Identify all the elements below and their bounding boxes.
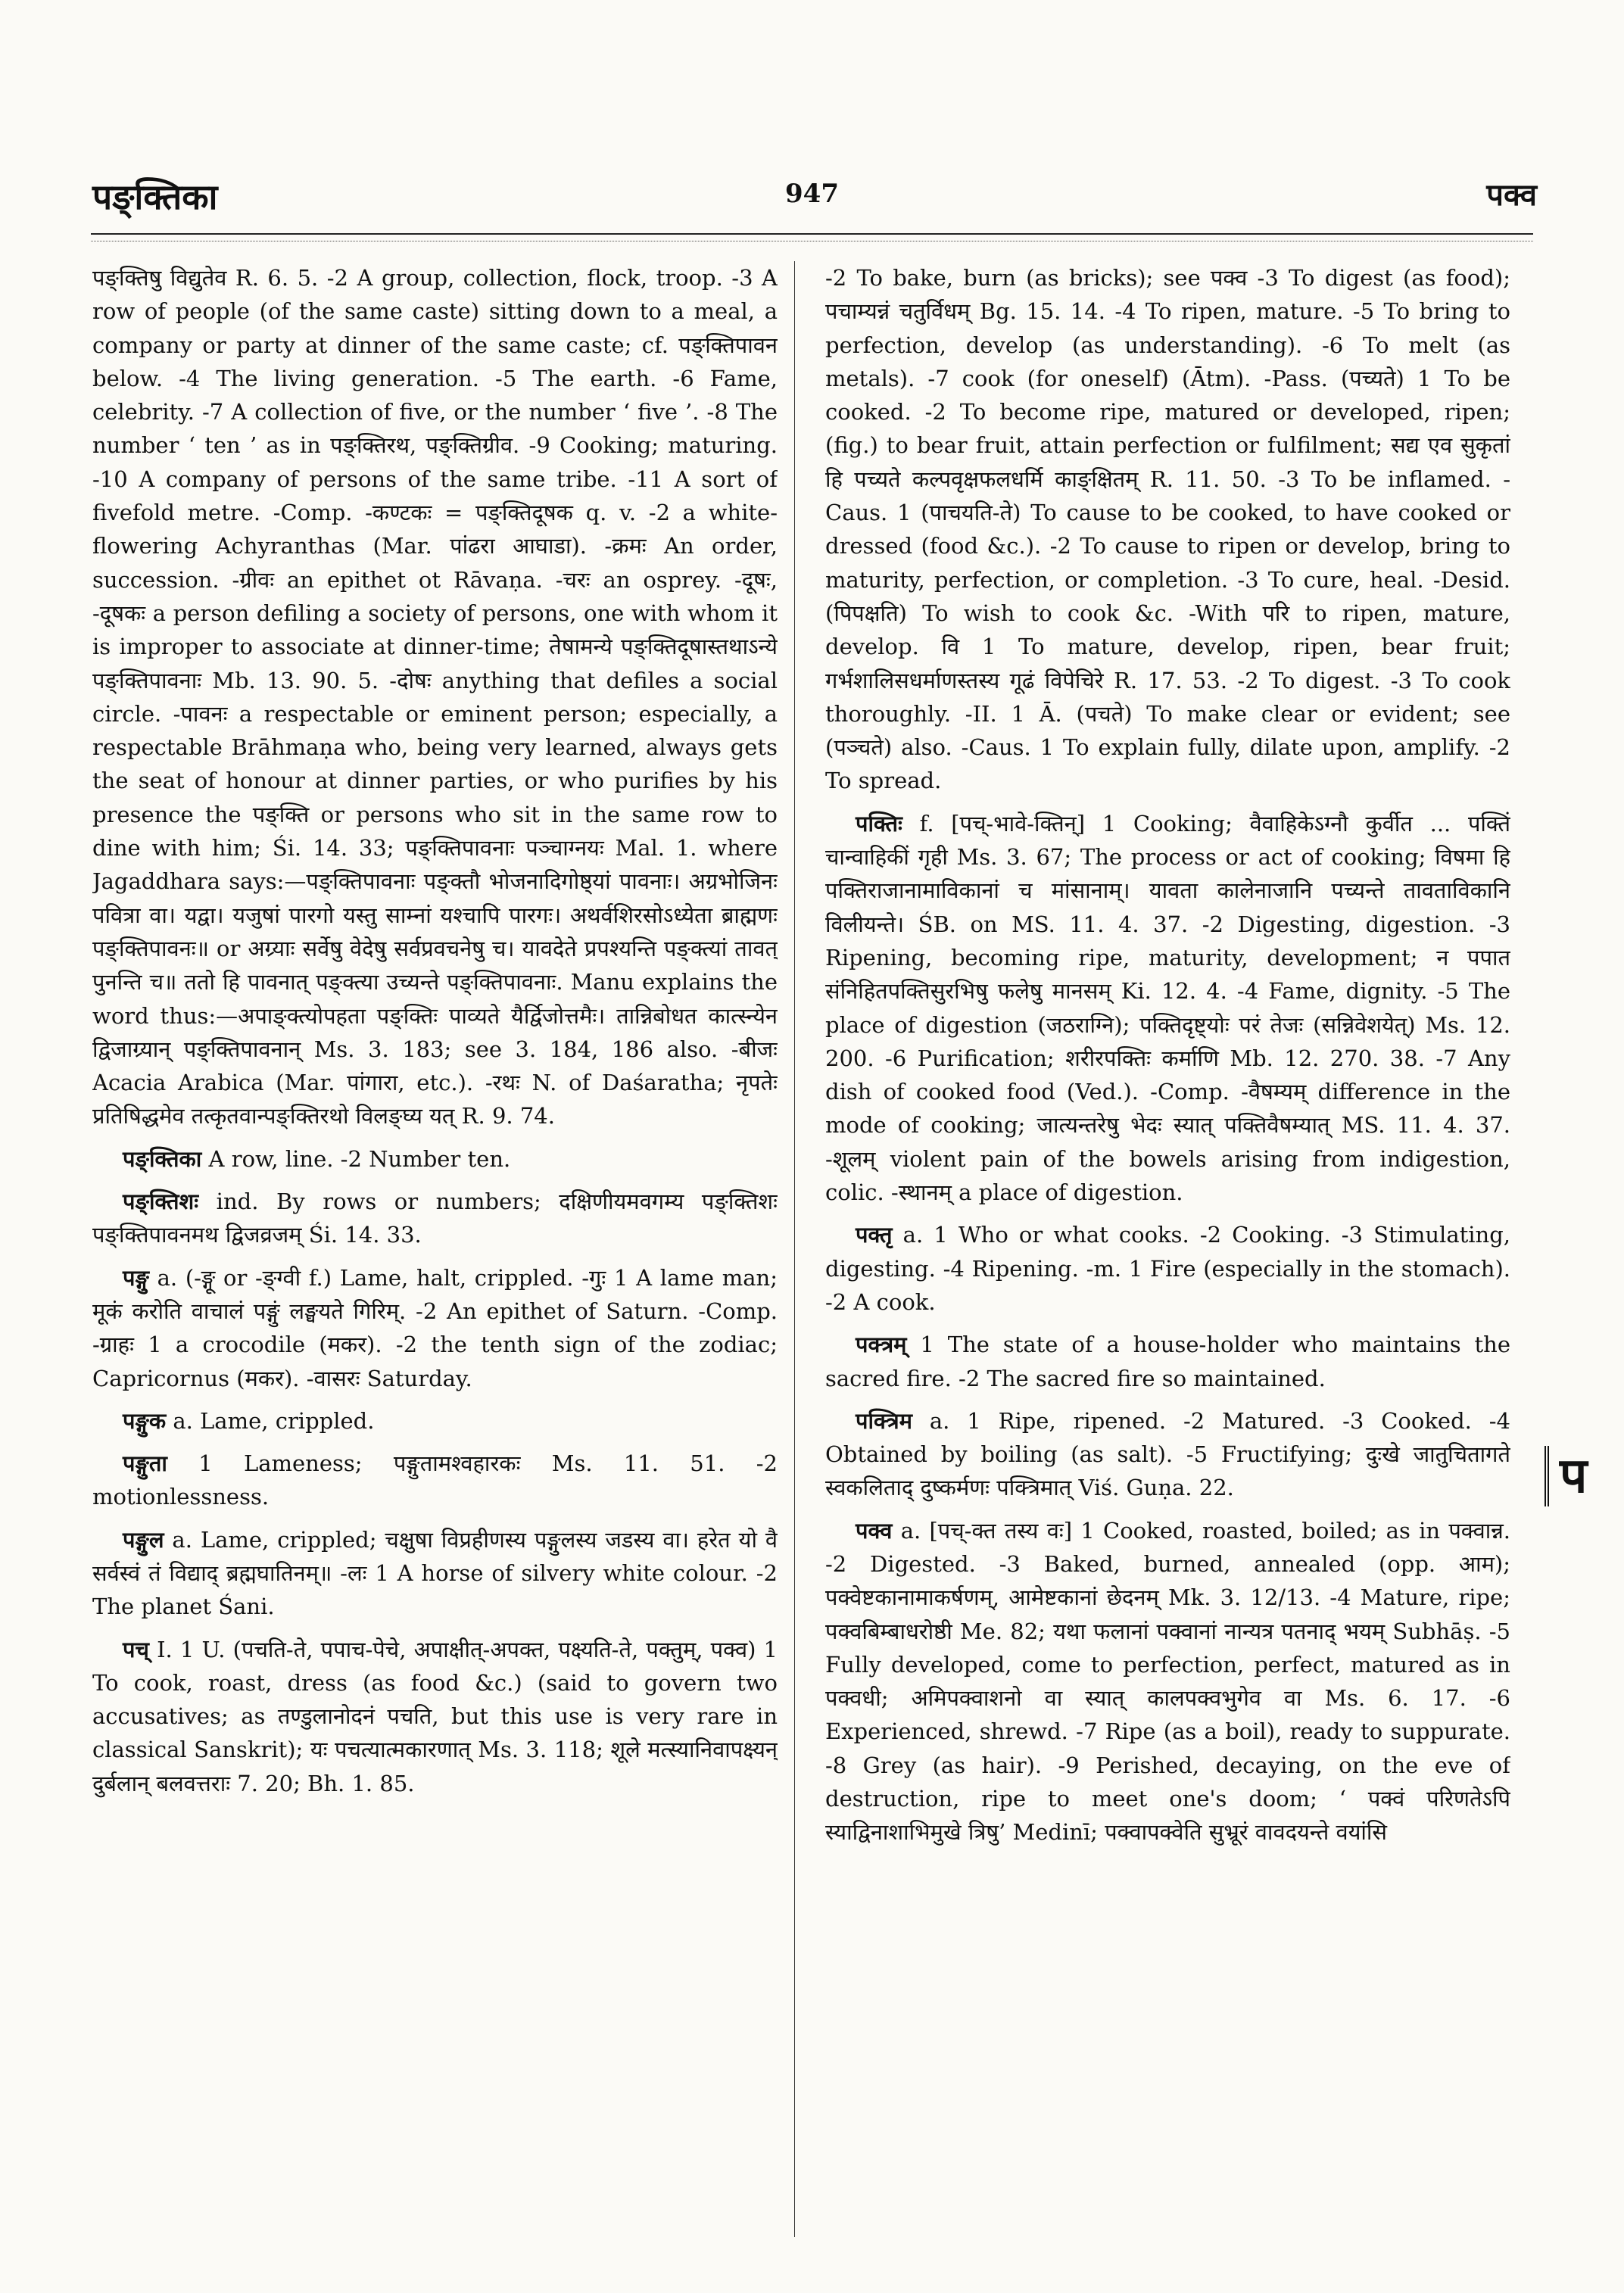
running-head-right: पक्व	[1486, 177, 1537, 213]
entry-headword: पच्	[123, 1636, 149, 1662]
page-number: 947	[785, 179, 839, 209]
entry-headword: पङ्गुता	[123, 1450, 167, 1477]
entry-text: ind. By rows or numbers; दक्षिणीयमवगम्य पङ्क्तिशः पङ्क्तिपावनमथ द्विजव्रजम् Śi. 14. 33.	[92, 1189, 778, 1248]
dictionary-entry	[825, 807, 1510, 1210]
dictionary-entry	[92, 261, 778, 1133]
header-rule	[91, 233, 1533, 235]
entry-headword: पक्त्रिम	[856, 1407, 912, 1434]
entry-text: a. (-ङ्गू or -ङ्ग्वी f.) Lame, halt, crippled. -गुः 1 A lame man; मूकं करोति वाचालं पङ्गुं लङ्घयते गिरिम्. -2 An epithet of Saturn. -Comp. -ग्राहः 1 a crocodile (मकर). -2 the tenth sign of the zodiac; Capricornus (मकर). -वासरः Saturday.	[92, 1264, 778, 1391]
right-column	[825, 261, 1510, 2237]
dictionary-entry	[92, 1142, 778, 1176]
entry-text: a. [पच्-क्त तस्य वः] 1 Cooked, roasted, boiled; as in पक्वान्न. -2 Digested. -3 Baked, burned, annealed (opp. आम); पक्वेष्टकानामाकर्षणम्, आमेष्टकानां छेदनम् Mk. 3. 12/13. -4 Mature, ripe; पक्वबिम्बाधरोष्ठी Me. 82; यथा फलानां पक्वानां नान्यत्र पतनाद् भयम् Subhāṣ. -5 Fully developed, come to perfection, perfect, matured as in पक्वधी; अमिपक्वाशनो वा स्यात् कालपक्वभुगेव वा Ms. 6. 17. -6 Experienced, shrewd. -7 Ripe (as a boil), ready to suppurate. -8 Grey (as hair). -9 Perished, decaying, on the eve of destruction, ripe to meet one's doom; ‘ पक्वं परिणतेऽपि स्याद्विनाशाभिमुखे त्रिषु’ Medinī; पक्वापक्वेति सुभ्रूरं वावदयन्ते वयांसि	[825, 1517, 1510, 1846]
column-divider	[794, 261, 795, 2237]
thumb-index-tab	[1545, 1446, 1606, 1506]
dictionary-entry	[825, 1404, 1510, 1505]
entry-text: A row, line. -2 Number ten.	[208, 1145, 511, 1172]
entry-headword: पङ्क्तिका	[123, 1145, 202, 1172]
entry-text: I. 1 U. (पचति-ते, पपाच-पेचे, अपाक्षीत्-अपक्त, पक्ष्यति-ते, पक्तुम्, पक्व) 1 To cook, roast, dress (as food &c.) (said to govern two accusatives; as तण्डुलानोदनं पचति, but this use is very rare in classical Sanskrit); यः पचत्यात्मकारणात् Ms. 3. 118; शूले मत्स्यानिवापक्ष्यन् दुर्बलान् बलवत्तराः 7. 20; Bh. 1. 85.	[92, 1636, 778, 1796]
dictionary-entry	[92, 1185, 778, 1252]
entry-headword: पक्व	[856, 1517, 893, 1544]
entry-text: a. 1 Ripe, ripened. -2 Matured. -3 Cooked. -4 Obtained by boiling (as salt). -5 Fructifying; दुःखे जातुचितागते स्वकलिताद् दुष्कर्मणः पक्त्रिमात् Viś. Guṇa. 22.	[825, 1407, 1510, 1501]
entry-headword: पक्त्रम्	[856, 1332, 907, 1358]
entry-text: a. Lame, crippled.	[173, 1407, 375, 1434]
entry-headword: पङ्गुल	[123, 1526, 164, 1553]
thumb-index-letter: प	[1560, 1447, 1588, 1504]
dictionary-entry	[92, 1633, 778, 1800]
entry-headword: पङ्गु	[123, 1264, 149, 1291]
dictionary-entry	[92, 1523, 778, 1624]
dictionary-entry	[825, 1514, 1510, 1849]
entry-headword: पक्तृ	[856, 1222, 893, 1248]
entry-text: 1 Lameness; पङ्गुतामश्वहारकः Ms. 11. 51. -2 motionlessness.	[92, 1450, 778, 1510]
dictionary-entry	[92, 1447, 778, 1514]
entry-text: -2 To bake, burn (as bricks); see पक्व -3 To digest (as food); पचाम्यन्नं चतुर्विधम् Bg. 15. 14. -4 To ripen, mature. -5 To bring to perfection, develop (as understanding). -6 To melt (as metals). -7 cook (for oneself) (Ātm). -Pass. (पच्यते) 1 To be cooked. -2 To become ripe, matured or developed, ripen; (fig.) to bear fruit, attain perfection or fulfilment; सद्य एव सुकृतां हि पच्यते कल्पवृक्षफलधर्मि काङ्क्षितम् R. 11. 50. -3 To be inflamed. -Caus. 1 (पाचयति-ते) To cause to be cooked, to have cooked or dressed (food &c.). -2 To cause to ripen or develop, bring to maturity, perfection, or completion. -3 To cure, heal. -Desid. (पिपक्षति) To wish to cook &c. -With परि to ripen, mature, develop. वि 1 To mature, develop, ripen, bear fruit; गर्भशालिसधर्माणस्तस्य गूढं विपेचिरे R. 17. 53. -2 To digest. -3 To cook thoroughly. -II. 1 Ā. (पचते) To make clear or evident; see (पञ्चते) also. -Caus. 1 To explain fully, dilate upon, amplify. -2 To spread.	[825, 265, 1510, 794]
entry-headword: पङ्क्तिशः	[123, 1189, 199, 1215]
entry-text: 1 The state of a house-holder who maintains the sacred fire. -2 The sacred fire so maintained.	[825, 1332, 1510, 1391]
dictionary-entry	[825, 1328, 1510, 1395]
dictionary-entry	[825, 261, 1510, 798]
entry-text: पङ्क्तिषु विद्युतेव R. 6. 5. -2 A group, collection, flock, troop. -3 A row of people (of the same caste) sitting down to a meal, a company or party at dinner of the same caste; cf. पङ्क्तिपावन below. -4 The living generation. -5 The earth. -6 Fame, celebrity. -7 A collection of five, or the number ‘ five ’. -8 The number ‘ ten ’ as in पङ्क्तिरथ, पङ्क्तिग्रीव. -9 Cooking; maturing. -10 A company of persons of the same tribe. -11 A sort of fivefold metre. -Comp. -कण्टकः = पङ्क्तिदूषक q. v. -2 a white-flowering Achyranthas (Mar. पांढरा आघाडा). -क्रमः An order, succession. -ग्रीवः an epithet ot Rāvaṇa. -चरः an osprey. -दूषः, -दूषकः a person defiling a society of persons, one with whom it is improper to associate at dinner-time; तेषामन्ये पङ्क्तिदूषास्तथाऽन्ये पङ्क्तिपावनाः Mb. 13. 90. 5. -दोषः anything that defiles a social circle. -पावनः a respectable or eminent person; especially, a respectable Brāhmaṇa who, being very learned, always gets the seat of honour at dinner parties, or who purifies by his presence the पङ्क्ति or persons who sit in the same row to dine with him; Śi. 14. 33; पङ्क्तिपावनाः पञ्चाग्नयः Mal. 1. where Jagaddhara says:—पङ्क्तिपावनाः पङ्क्तौ भोजनादिगोष्ठ्यां पावनाः। अग्रभोजिनः पवित्रा वा। यद्वा। यजुषां पारगो यस्तु साम्नां यश्चापि पारगः। अथर्वशिरसोऽध्येता ब्राह्मणः पङ्क्तिपावनः॥ or अग्र्याः सर्वेषु वेदेषु सर्वप्रवचनेषु च। यावदेते प्रपश्यन्ति पङ्क्त्यां तावत् पुनन्ति च॥ ततो हि पावनात् पङ्क्त्या उच्यन्ते पङ्क्तिपावनाः. Manu explains the word thus:—अपाङ्क्त्योपहता पङ्क्तिः पाव्यते यैर्द्विजोत्तमैः। तान्निबोधत कात्स्न्येन द्विजाग्र्यान् पङ्क्तिपावनान् Ms. 3. 183; see 3. 184, 186 also. -बीजः Acacia Arabica (Mar. पांगारा, etc.). -रथः N. of Daśaratha; नृपतेः प्रतिषिद्धमेव तत्कृतवान्पङ्क्तिरथो विलङ्घ्य यत् R. 9. 74.	[92, 265, 778, 1129]
entry-text: f. [पच्-भावे-क्तिन्] 1 Cooking; वैवाहिकेऽग्नौ कुर्वीत ... पक्तिं चान्वाहिकीं गृही Ms. 3. 67; The process or act of cooking; विषमा हि पक्तिराजानामाविकानां च मांसानाम्। यावता कालेनाजानि पच्यन्ते तावताविकानि विलीयन्ते। ŚB. on MS. 11. 4. 37. -2 Digesting, digestion. -3 Ripening, becoming ripe, maturity, development; न पपात संनिहितपक्तिसुरभिषु फलेषु मानसम् Ki. 12. 4. -4 Fame, dignity. -5 The place of digestion (जठराग्नि); पक्तिदृष्ट्योः परं तेजः (सन्निवेशयेत्) Ms. 12. 200. -6 Purification; शरीरपक्तिः कर्माणि Mb. 12. 270. 38. -7 Any dish of cooked food (Ved.). -Comp. -वैषम्यम् difference in the mode of cooking; जात्यन्तरेषु भेदः स्यात् पक्तिवैषम्यात् MS. 11. 4. 37. -शूलम् violent pain of the bowels arising from indigestion, colic. -स्थानम् a place of digestion.	[825, 810, 1510, 1206]
dictionary-entry	[92, 1404, 778, 1438]
entry-headword: पक्तिः	[856, 810, 902, 837]
dictionary-entry	[825, 1218, 1510, 1319]
entry-text: a. Lame, crippled; चक्षुषा विप्रहीणस्य पङ्गुलस्य जडस्य वा। हरेत यो वै सर्वस्वं तं विद्याद् ब्रह्मघातिनम्॥ -लः 1 A horse of silvery white colour. -2 The planet Śani.	[92, 1526, 778, 1620]
entry-text: a. 1 Who or what cooks. -2 Cooking. -3 Stimulating, digesting. -4 Ripening. -m. 1 Fire (especially in the stomach). -2 A cook.	[825, 1222, 1510, 1315]
entry-headword: पङ्गुक	[123, 1407, 167, 1434]
running-head-left: पङ्क्तिका	[92, 176, 218, 217]
dictionary-entry	[92, 1261, 778, 1395]
left-column	[92, 261, 778, 2237]
